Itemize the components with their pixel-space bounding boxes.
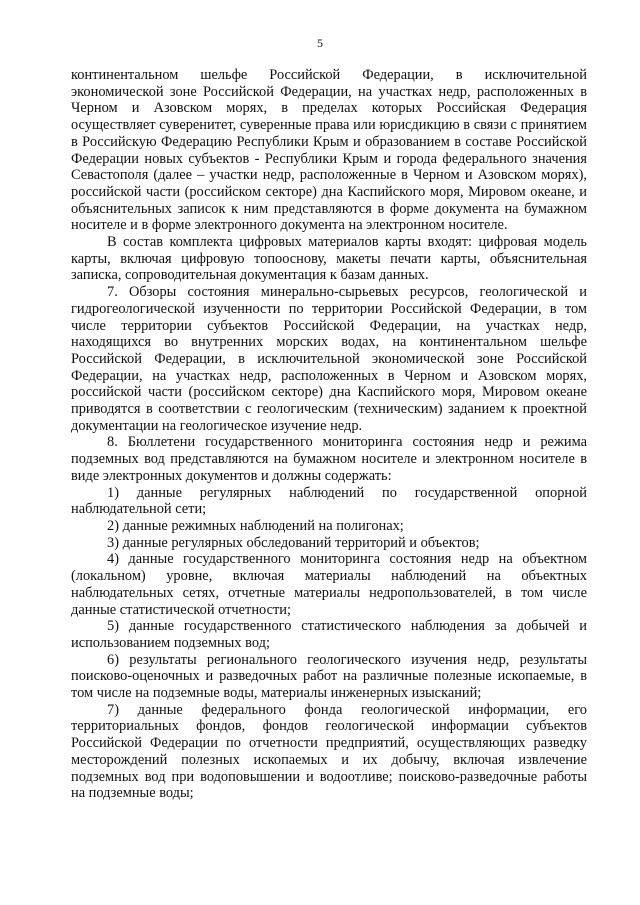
paragraph-item-7: 7. Обзоры состояния минерально-сырьевых ресурсов, геологической и гидрогеологической изученности по территории Российской Федерации, в том числе территории субъектов Российской Федерации, на участках недр, находящихся во внутренних морских водах, на континентальном шельфе Российской Федерации, в исключительной экономической зоне Российской Федерации, на участках недр, расположенных в Черном и Азовском морях, российской части (российском секторе) дна Каспийского моря, Мировом океане приводятся в соответствии с геологическим (техническим) заданием к проектной документации на геологическое изучение недр.: [71, 284, 587, 434]
document-body: [71, 67, 587, 802]
list-item-1: 1) данные регулярных наблюдений по государственной опорной наблюдательной сети;: [71, 484, 587, 518]
paragraph-item-8: 8. Бюллетени государственного мониторинга состояния недр и режима подземных вод представляются на бумажном носителе и электронном носителе в виде электронных документов и должны содержать:: [71, 434, 587, 484]
list-item-5: 5) данные государственного статистического наблюдения за добычей и использованием подземных вод;: [71, 618, 587, 651]
page-number: 5: [317, 36, 323, 50]
paragraph-continuation: континентальном шельфе Российской Федерации, в исключительной экономической зоне Российской Федерации, на участках недр, расположенных в Черном и Азовском морях, в пределах которых Российская Федерация осуществляет суверенитет, суверенные права или юрисдикцию в связи с принятием в Российскую Федерацию Республики Крым и образованием в составе Российской Федерации новых субъектов - Республики Крым и города федерального значения Севастополя (далее – участки недр, расположенные в Черном и Азовском морях), российской части (российском секторе) дна Каспийского моря, Мировом океане, и объяснительных записок к ним представляются в форме документа на бумажном носителе и в форме электронного документа на электронном носителе.: [71, 67, 587, 234]
list-item-4: 4) данные государственного мониторинга состояния недр на объектном (локальном) уровне, включая материалы наблюдений на объектных наблюдательных сетях, отчетные материалы недропользователей, в том числе данные статистической отчетности;: [71, 551, 587, 618]
list-item-2: 2) данные режимных наблюдений на полигонах;: [107, 517, 404, 534]
list-item-6: 6) результаты регионального геологического изучения недр, результаты поисково-оценочных и разведочных работ на различные полезные ископаемые, в том числе на подземные воды, материалы инженерных изысканий;: [71, 651, 587, 702]
list-item-7: 7) данные федерального фонда геологической информации, его территориальных фондов, фондов геологической информации субъектов Российской Федерации по отчетности предприятий, осуществляющих разведку месторождений полезных ископаемых и их добычу, включая извлечение подземных вод при водоповышении и водоотливе; поисково-разведочные работы на подземные воды;: [71, 701, 587, 802]
paragraph-digital-materials: В состав комплекта цифровых материалов карты входят: цифровая модель карты, включая цифровую топооснову, макеты печати карты, объяснительная записка, сопроводительная документация к базам данных.: [71, 234, 587, 284]
list-item-3: 3) данные регулярных обследований территорий и объектов;: [107, 534, 480, 551]
